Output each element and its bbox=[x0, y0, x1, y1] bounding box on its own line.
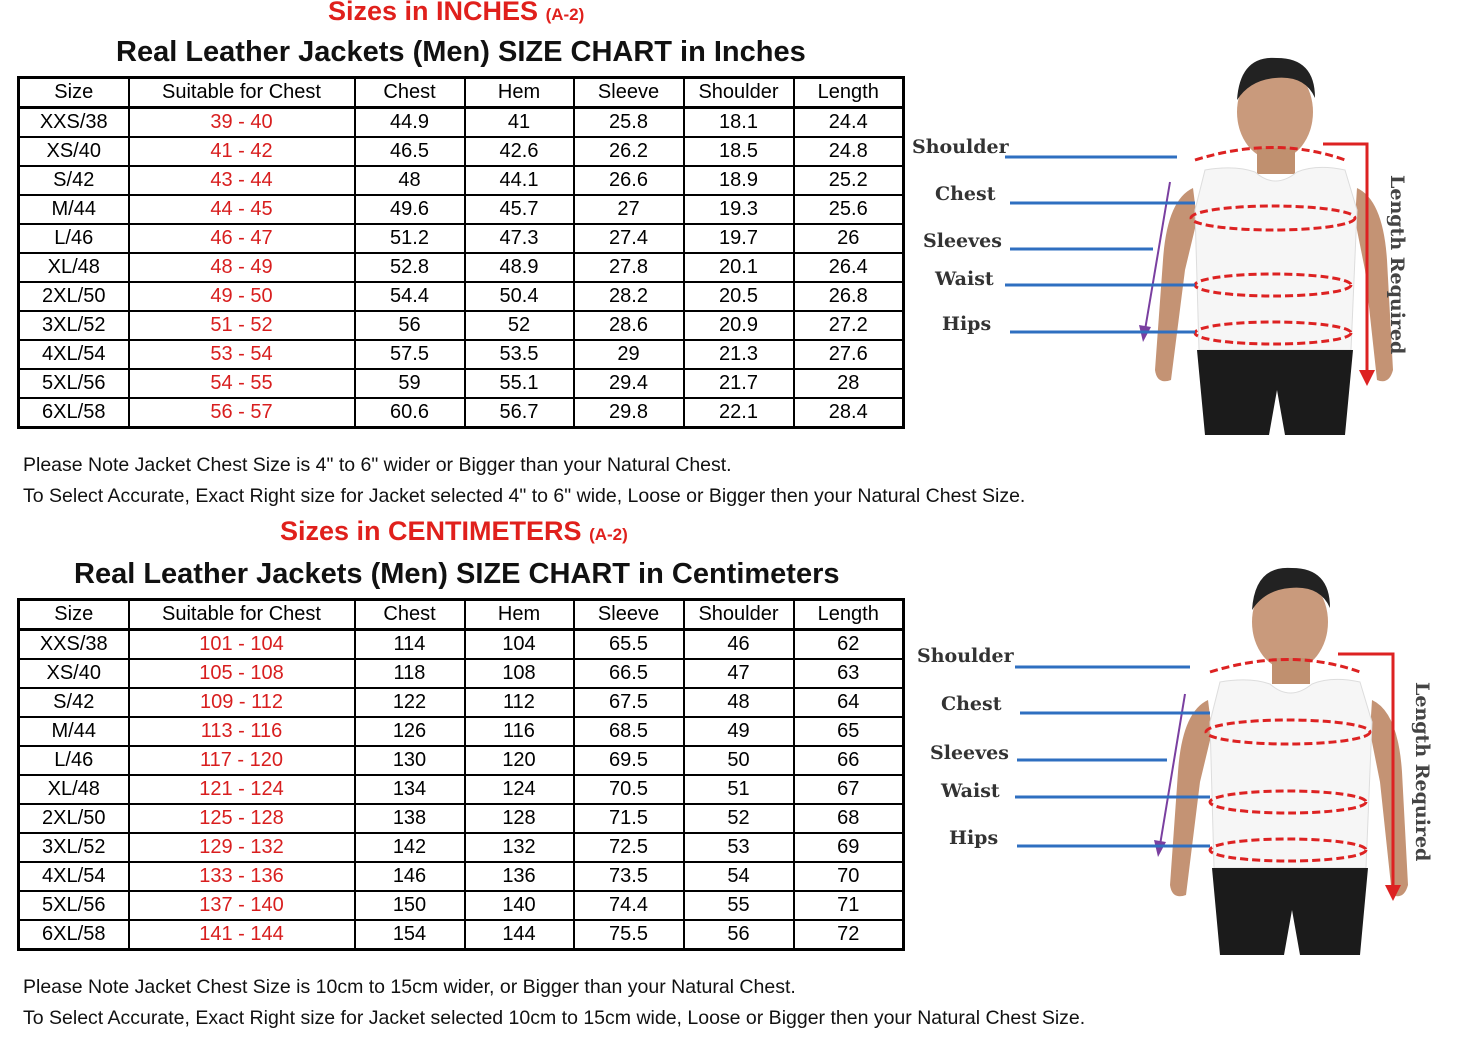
inches-col-header: Sleeve bbox=[574, 78, 684, 108]
inches-table-cell: 55.1 bbox=[465, 369, 574, 398]
inches-table-cell: 43 - 44 bbox=[129, 166, 355, 195]
cm-table-row bbox=[19, 659, 904, 688]
cm-table-row bbox=[19, 775, 904, 804]
cm-table-row bbox=[19, 717, 904, 746]
inches-col-header: Hem bbox=[465, 78, 574, 108]
inches-table-cell: 48 bbox=[355, 166, 465, 195]
inches-table-cell: 26.4 bbox=[794, 253, 904, 282]
cm-table-cell: 2XL/50 bbox=[19, 804, 129, 833]
cm-table-cell: 117 - 120 bbox=[129, 746, 355, 775]
cm-table-row bbox=[19, 688, 904, 717]
cm-table-cell: 138 bbox=[355, 804, 465, 833]
cm-table-cell: 124 bbox=[465, 775, 574, 804]
cm-table-cell: 73.5 bbox=[574, 862, 684, 891]
inches-col-header: Suitable for Chest bbox=[129, 78, 355, 108]
cm-table-cell: 72.5 bbox=[574, 833, 684, 862]
inches-table-row bbox=[19, 282, 904, 311]
inches-table-cell: 52 bbox=[465, 311, 574, 340]
cm-table-cell: 67 bbox=[794, 775, 904, 804]
inches-table-cell: 41 bbox=[465, 108, 574, 138]
cm-table-cell: 133 - 136 bbox=[129, 862, 355, 891]
cm-table-cell: 64 bbox=[794, 688, 904, 717]
inches-table-cell: 60.6 bbox=[355, 398, 465, 428]
cm-table-cell: XXS/38 bbox=[19, 630, 129, 660]
inches-table-cell: 42.6 bbox=[465, 137, 574, 166]
cm-table-cell: S/42 bbox=[19, 688, 129, 717]
inches-table-cell: XS/40 bbox=[19, 137, 129, 166]
inches-table-cell: 18.5 bbox=[684, 137, 794, 166]
inches-table-cell: 2XL/50 bbox=[19, 282, 129, 311]
inches-table-cell: 25.8 bbox=[574, 108, 684, 138]
cm-table-cell: 116 bbox=[465, 717, 574, 746]
cm-col-header: Length bbox=[794, 600, 904, 630]
cm-section-tag: (A-2) bbox=[589, 525, 628, 544]
inches-table-row bbox=[19, 369, 904, 398]
inches-table-cell: 57.5 bbox=[355, 340, 465, 369]
inches-header-row bbox=[19, 78, 904, 108]
inches-table-cell: 26.6 bbox=[574, 166, 684, 195]
inches-table-cell: 20.9 bbox=[684, 311, 794, 340]
cm-table-cell: 128 bbox=[465, 804, 574, 833]
inches-table-cell: 46.5 bbox=[355, 137, 465, 166]
inches-table-cell: 3XL/52 bbox=[19, 311, 129, 340]
cm-table-cell: XS/40 bbox=[19, 659, 129, 688]
inches-table-cell: 51.2 bbox=[355, 224, 465, 253]
cm-table-cell: 113 - 116 bbox=[129, 717, 355, 746]
inches-table-cell: 26 bbox=[794, 224, 904, 253]
cm-table-cell: 48 bbox=[684, 688, 794, 717]
inches-table-cell: 21.3 bbox=[684, 340, 794, 369]
inches-col-header: Shoulder bbox=[684, 78, 794, 108]
cm-table-cell: 126 bbox=[355, 717, 465, 746]
cm-size-table bbox=[17, 598, 905, 951]
inches-table-row bbox=[19, 108, 904, 138]
cm-table-cell: 71.5 bbox=[574, 804, 684, 833]
cm-table-cell: 67.5 bbox=[574, 688, 684, 717]
inches-table-cell: 19.7 bbox=[684, 224, 794, 253]
cm-table-cell: 4XL/54 bbox=[19, 862, 129, 891]
label-chest: Chest bbox=[935, 183, 996, 205]
cm-table-cell: 56 bbox=[684, 920, 794, 950]
cm-table-cell: 154 bbox=[355, 920, 465, 950]
cm-table-cell: 55 bbox=[684, 891, 794, 920]
inches-table-cell: 18.1 bbox=[684, 108, 794, 138]
inches-table-cell: 46 - 47 bbox=[129, 224, 355, 253]
cm-col-header: Suitable for Chest bbox=[129, 600, 355, 630]
inches-table-cell: 22.1 bbox=[684, 398, 794, 428]
cm-table-cell: M/44 bbox=[19, 717, 129, 746]
inches-table-row bbox=[19, 311, 904, 340]
inches-table-cell: 59 bbox=[355, 369, 465, 398]
inches-table-cell: 6XL/58 bbox=[19, 398, 129, 428]
cm-table-cell: 137 - 140 bbox=[129, 891, 355, 920]
cm-table-cell: 66 bbox=[794, 746, 904, 775]
cm-table-cell: 62 bbox=[794, 630, 904, 660]
inches-table-cell: 41 - 42 bbox=[129, 137, 355, 166]
label-shoulder-2: Shoulder bbox=[917, 645, 1014, 667]
cm-table-cell: 104 bbox=[465, 630, 574, 660]
cm-section-title-text: Sizes in CENTIMETERS bbox=[280, 516, 582, 546]
inches-table-cell: 54 - 55 bbox=[129, 369, 355, 398]
cm-table-cell: 146 bbox=[355, 862, 465, 891]
cm-table-row bbox=[19, 862, 904, 891]
cm-table-cell: 74.4 bbox=[574, 891, 684, 920]
inches-table-cell: 28.6 bbox=[574, 311, 684, 340]
inches-col-header: Chest bbox=[355, 78, 465, 108]
cm-table-cell: 144 bbox=[465, 920, 574, 950]
cm-chart-title: Real Leather Jackets (Men) SIZE CHART in Centimeters bbox=[74, 558, 840, 590]
inches-table-cell: 29 bbox=[574, 340, 684, 369]
inches-col-header: Length bbox=[794, 78, 904, 108]
inches-table-cell: 52.8 bbox=[355, 253, 465, 282]
cm-table-cell: 121 - 124 bbox=[129, 775, 355, 804]
inches-table-cell: 20.5 bbox=[684, 282, 794, 311]
cm-table-cell: 141 - 144 bbox=[129, 920, 355, 950]
cm-table-cell: 114 bbox=[355, 630, 465, 660]
cm-table-cell: 136 bbox=[465, 862, 574, 891]
inches-table-cell: 26.2 bbox=[574, 137, 684, 166]
inches-table-cell: 53 - 54 bbox=[129, 340, 355, 369]
inches-table-cell: 39 - 40 bbox=[129, 108, 355, 138]
label-sleeves: Sleeves bbox=[923, 230, 1002, 252]
cm-table-cell: 132 bbox=[465, 833, 574, 862]
cm-table-cell: 108 bbox=[465, 659, 574, 688]
label-length-required-2: Length Required bbox=[1411, 682, 1433, 862]
cm-note-2: To Select Accurate, Exact Right size for Jacket selected 10cm to 15cm wide, Loose or Bigger then your Natural Chest Size. bbox=[23, 1007, 1086, 1029]
inches-table-cell: 50.4 bbox=[465, 282, 574, 311]
cm-table-cell: 50 bbox=[684, 746, 794, 775]
inches-table-cell: 25.6 bbox=[794, 195, 904, 224]
inches-table-cell: XL/48 bbox=[19, 253, 129, 282]
inches-table-cell: S/42 bbox=[19, 166, 129, 195]
cm-col-header: Shoulder bbox=[684, 600, 794, 630]
cm-table-cell: 125 - 128 bbox=[129, 804, 355, 833]
inches-table-cell: 24.4 bbox=[794, 108, 904, 138]
inches-table-cell: 5XL/56 bbox=[19, 369, 129, 398]
inches-table-cell: 25.2 bbox=[794, 166, 904, 195]
cm-table-cell: 70 bbox=[794, 862, 904, 891]
cm-table-cell: 142 bbox=[355, 833, 465, 862]
cm-table-row bbox=[19, 630, 904, 660]
cm-table-cell: 140 bbox=[465, 891, 574, 920]
cm-header-row bbox=[19, 600, 904, 630]
inches-section-title-text: Sizes in INCHES bbox=[328, 0, 539, 26]
cm-table-cell: 109 - 112 bbox=[129, 688, 355, 717]
cm-table-cell: 69 bbox=[794, 833, 904, 862]
inches-table-row bbox=[19, 340, 904, 369]
inches-table-cell: 56 - 57 bbox=[129, 398, 355, 428]
cm-table-cell: 134 bbox=[355, 775, 465, 804]
inches-note-2: To Select Accurate, Exact Right size for Jacket selected 4" to 6" wide, Loose or Bigger then your Natural Chest Size. bbox=[23, 485, 1026, 507]
inches-table-cell: 51 - 52 bbox=[129, 311, 355, 340]
inches-table-row bbox=[19, 137, 904, 166]
inches-table-cell: 24.8 bbox=[794, 137, 904, 166]
inches-table-cell: 28.2 bbox=[574, 282, 684, 311]
inches-table-cell: 48.9 bbox=[465, 253, 574, 282]
inches-table-cell: 20.1 bbox=[684, 253, 794, 282]
cm-table-cell: 101 - 104 bbox=[129, 630, 355, 660]
inches-table-cell: M/44 bbox=[19, 195, 129, 224]
inches-size-table bbox=[17, 76, 905, 429]
cm-table-cell: 47 bbox=[684, 659, 794, 688]
inches-chart-title: Real Leather Jackets (Men) SIZE CHART in Inches bbox=[116, 36, 806, 68]
inches-table-cell: XXS/38 bbox=[19, 108, 129, 138]
inches-table-row bbox=[19, 224, 904, 253]
inches-table-cell: 27.4 bbox=[574, 224, 684, 253]
cm-table-row bbox=[19, 833, 904, 862]
inches-table-cell: 27.6 bbox=[794, 340, 904, 369]
cm-col-header: Sleeve bbox=[574, 600, 684, 630]
label-waist: Waist bbox=[935, 268, 994, 290]
inches-table-cell: 28 bbox=[794, 369, 904, 398]
cm-table-cell: 69.5 bbox=[574, 746, 684, 775]
cm-table-cell: 122 bbox=[355, 688, 465, 717]
cm-table-cell: 120 bbox=[465, 746, 574, 775]
cm-table-cell: 52 bbox=[684, 804, 794, 833]
cm-table-cell: 63 bbox=[794, 659, 904, 688]
inches-table-cell: 44 - 45 bbox=[129, 195, 355, 224]
inches-table-cell: 44.1 bbox=[465, 166, 574, 195]
cm-table-row bbox=[19, 804, 904, 833]
inches-table-cell: 56.7 bbox=[465, 398, 574, 428]
inches-table-cell: 18.9 bbox=[684, 166, 794, 195]
inches-table-cell: 29.4 bbox=[574, 369, 684, 398]
label-length-required: Length Required bbox=[1386, 175, 1408, 355]
inches-col-header: Size bbox=[19, 78, 129, 108]
label-shoulder: Shoulder bbox=[912, 136, 1009, 158]
inches-table-cell: 49.6 bbox=[355, 195, 465, 224]
measurement-figure-inches bbox=[905, 40, 1445, 440]
cm-table-cell: 6XL/58 bbox=[19, 920, 129, 950]
cm-table-cell: 68 bbox=[794, 804, 904, 833]
cm-table-cell: 71 bbox=[794, 891, 904, 920]
cm-table-cell: 68.5 bbox=[574, 717, 684, 746]
cm-table-cell: 65.5 bbox=[574, 630, 684, 660]
cm-table-cell: 118 bbox=[355, 659, 465, 688]
measurement-figure-cm bbox=[905, 550, 1465, 960]
label-sleeves-2: Sleeves bbox=[930, 742, 1009, 764]
cm-table-cell: 150 bbox=[355, 891, 465, 920]
cm-table-row bbox=[19, 746, 904, 775]
cm-col-header: Hem bbox=[465, 600, 574, 630]
cm-table-cell: 53 bbox=[684, 833, 794, 862]
inches-table-row bbox=[19, 253, 904, 282]
inches-table-cell: 27.8 bbox=[574, 253, 684, 282]
inches-table-cell: 29.8 bbox=[574, 398, 684, 428]
cm-table-cell: 112 bbox=[465, 688, 574, 717]
cm-table-cell: 49 bbox=[684, 717, 794, 746]
cm-table-row bbox=[19, 891, 904, 920]
cm-col-header: Size bbox=[19, 600, 129, 630]
cm-table-cell: 75.5 bbox=[574, 920, 684, 950]
label-waist-2: Waist bbox=[941, 780, 1000, 802]
inches-table-cell: 47.3 bbox=[465, 224, 574, 253]
inches-table-cell: 54.4 bbox=[355, 282, 465, 311]
inches-note-1: Please Note Jacket Chest Size is 4" to 6" wider or Bigger than your Natural Chest. bbox=[23, 454, 732, 476]
cm-table-cell: 46 bbox=[684, 630, 794, 660]
inches-table-row bbox=[19, 166, 904, 195]
cm-table-cell: XL/48 bbox=[19, 775, 129, 804]
inches-table-cell: 27.2 bbox=[794, 311, 904, 340]
inches-table-cell: 45.7 bbox=[465, 195, 574, 224]
inches-table-cell: 53.5 bbox=[465, 340, 574, 369]
cm-table-cell: 51 bbox=[684, 775, 794, 804]
cm-section-title bbox=[280, 516, 628, 547]
cm-table-row bbox=[19, 920, 904, 950]
cm-table-cell: L/46 bbox=[19, 746, 129, 775]
inches-table-row bbox=[19, 398, 904, 428]
inches-section-title bbox=[328, 0, 584, 27]
cm-table-cell: 72 bbox=[794, 920, 904, 950]
inches-table-cell: 26.8 bbox=[794, 282, 904, 311]
inches-table-cell: 49 - 50 bbox=[129, 282, 355, 311]
cm-table-cell: 5XL/56 bbox=[19, 891, 129, 920]
cm-table-cell: 54 bbox=[684, 862, 794, 891]
cm-table-cell: 129 - 132 bbox=[129, 833, 355, 862]
inches-table-cell: 56 bbox=[355, 311, 465, 340]
label-hips-2: Hips bbox=[949, 827, 999, 849]
cm-table-cell: 65 bbox=[794, 717, 904, 746]
inches-table-row bbox=[19, 195, 904, 224]
inches-table-cell: L/46 bbox=[19, 224, 129, 253]
label-chest-2: Chest bbox=[941, 693, 1002, 715]
inches-table-cell: 21.7 bbox=[684, 369, 794, 398]
cm-table-cell: 66.5 bbox=[574, 659, 684, 688]
cm-table-cell: 3XL/52 bbox=[19, 833, 129, 862]
inches-table-cell: 44.9 bbox=[355, 108, 465, 138]
inches-table-cell: 19.3 bbox=[684, 195, 794, 224]
inches-table-cell: 28.4 bbox=[794, 398, 904, 428]
cm-note-1: Please Note Jacket Chest Size is 10cm to 15cm wider, or Bigger than your Natural Chest. bbox=[23, 976, 796, 998]
cm-table-cell: 130 bbox=[355, 746, 465, 775]
cm-col-header: Chest bbox=[355, 600, 465, 630]
inches-section-tag: (A-2) bbox=[545, 5, 585, 24]
label-hips: Hips bbox=[942, 313, 992, 335]
inches-table-cell: 48 - 49 bbox=[129, 253, 355, 282]
cm-table-cell: 105 - 108 bbox=[129, 659, 355, 688]
inches-table-cell: 4XL/54 bbox=[19, 340, 129, 369]
inches-table-cell: 27 bbox=[574, 195, 684, 224]
cm-table-cell: 70.5 bbox=[574, 775, 684, 804]
